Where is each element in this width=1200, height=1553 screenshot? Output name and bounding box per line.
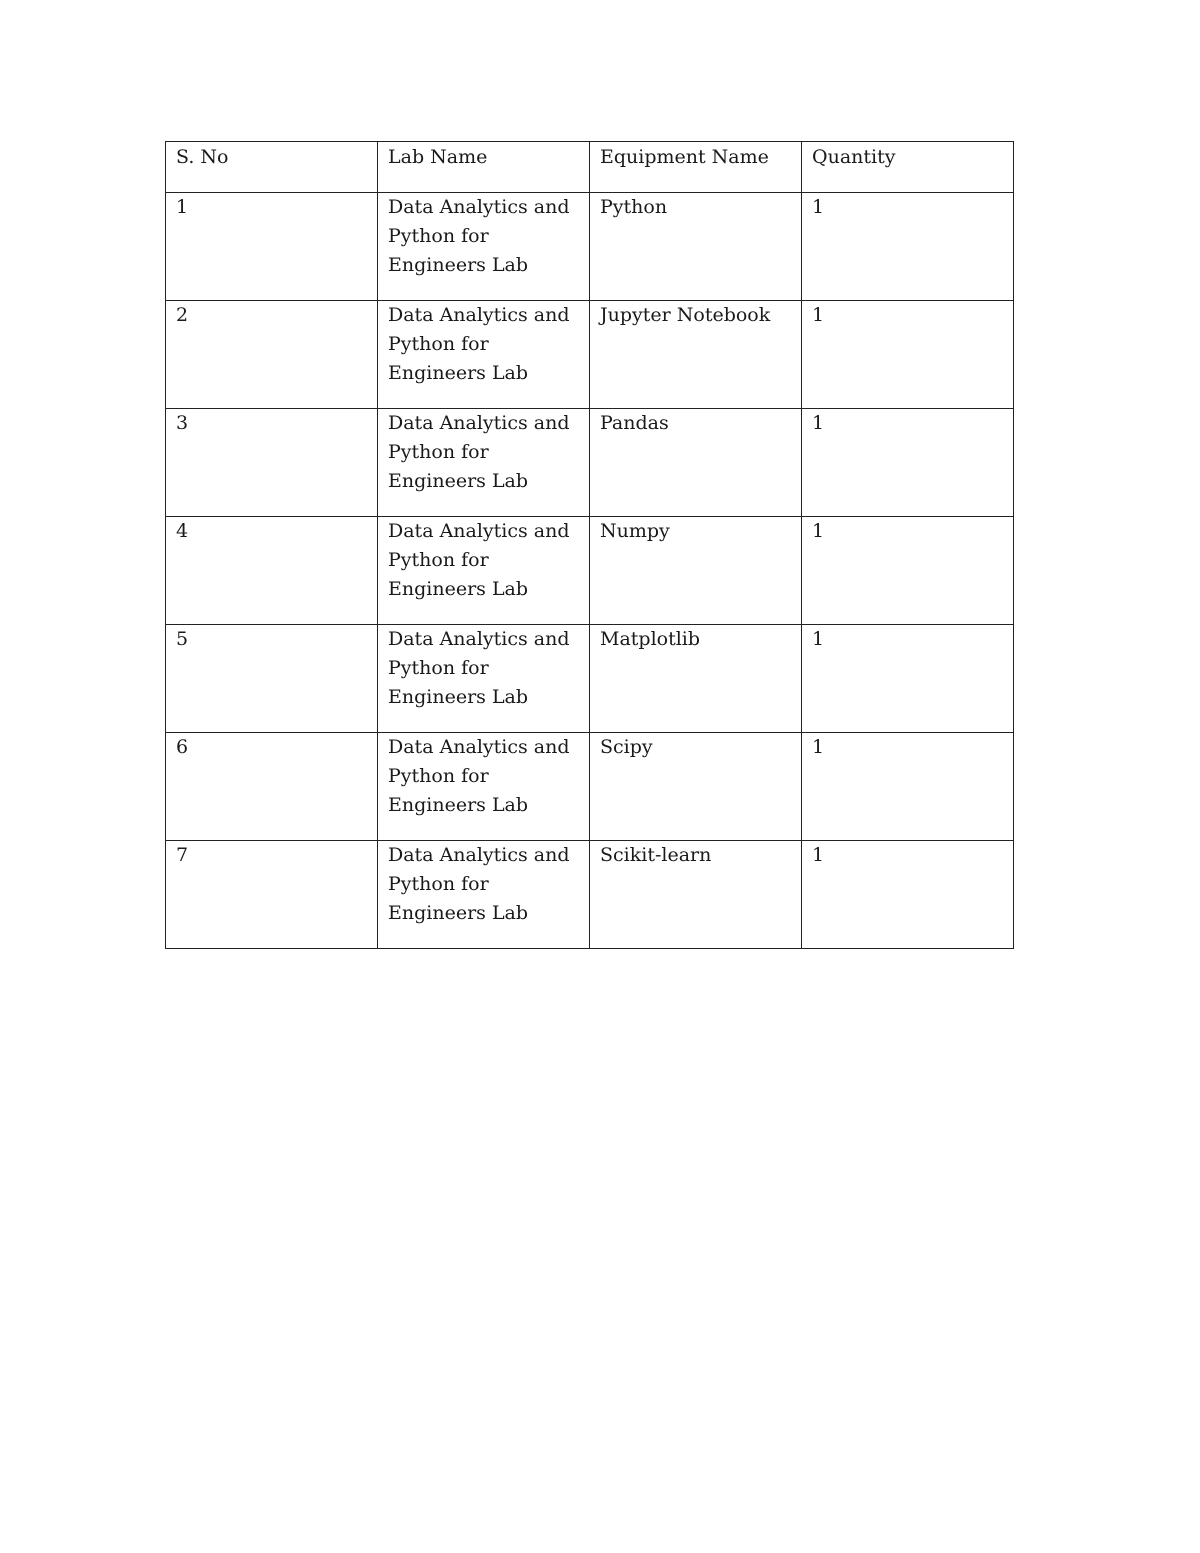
cell-equipment-name: Matplotlib [590,625,802,733]
cell-equipment-name: Jupyter Notebook [590,301,802,409]
cell-lab-name: Data Analytics and Python for Engineers Lab [378,301,590,409]
cell-equipment-name: Python [590,193,802,301]
header-quantity: Quantity [802,142,1014,193]
cell-lab-name: Data Analytics and Python for Engineers Lab [378,625,590,733]
table-row [166,625,1014,733]
header-equipment-name: Equipment Name [590,142,802,193]
table-header-row [166,142,1014,193]
cell-quantity: 1 [802,193,1014,301]
cell-sno: 5 [166,625,378,733]
cell-lab-name: Data Analytics and Python for Engineers Lab [378,841,590,949]
cell-sno: 7 [166,841,378,949]
cell-lab-name: Data Analytics and Python for Engineers Lab [378,409,590,517]
cell-sno: 2 [166,301,378,409]
cell-sno: 3 [166,409,378,517]
cell-equipment-name: Pandas [590,409,802,517]
cell-sno: 4 [166,517,378,625]
header-sno: S. No [166,142,378,193]
cell-quantity: 1 [802,625,1014,733]
table-row [166,301,1014,409]
equipment-table [165,141,1014,949]
cell-sno: 6 [166,733,378,841]
cell-lab-name: Data Analytics and Python for Engineers Lab [378,733,590,841]
cell-quantity: 1 [802,841,1014,949]
cell-lab-name: Data Analytics and Python for Engineers Lab [378,517,590,625]
table-row [166,193,1014,301]
cell-sno: 1 [166,193,378,301]
table-row [166,841,1014,949]
header-lab-name: Lab Name [378,142,590,193]
cell-quantity: 1 [802,517,1014,625]
table-row [166,733,1014,841]
cell-equipment-name: Scikit-learn [590,841,802,949]
cell-equipment-name: Scipy [590,733,802,841]
cell-equipment-name: Numpy [590,517,802,625]
table-row [166,409,1014,517]
cell-quantity: 1 [802,409,1014,517]
cell-quantity: 1 [802,301,1014,409]
table-row [166,517,1014,625]
cell-quantity: 1 [802,733,1014,841]
cell-lab-name: Data Analytics and Python for Engineers Lab [378,193,590,301]
